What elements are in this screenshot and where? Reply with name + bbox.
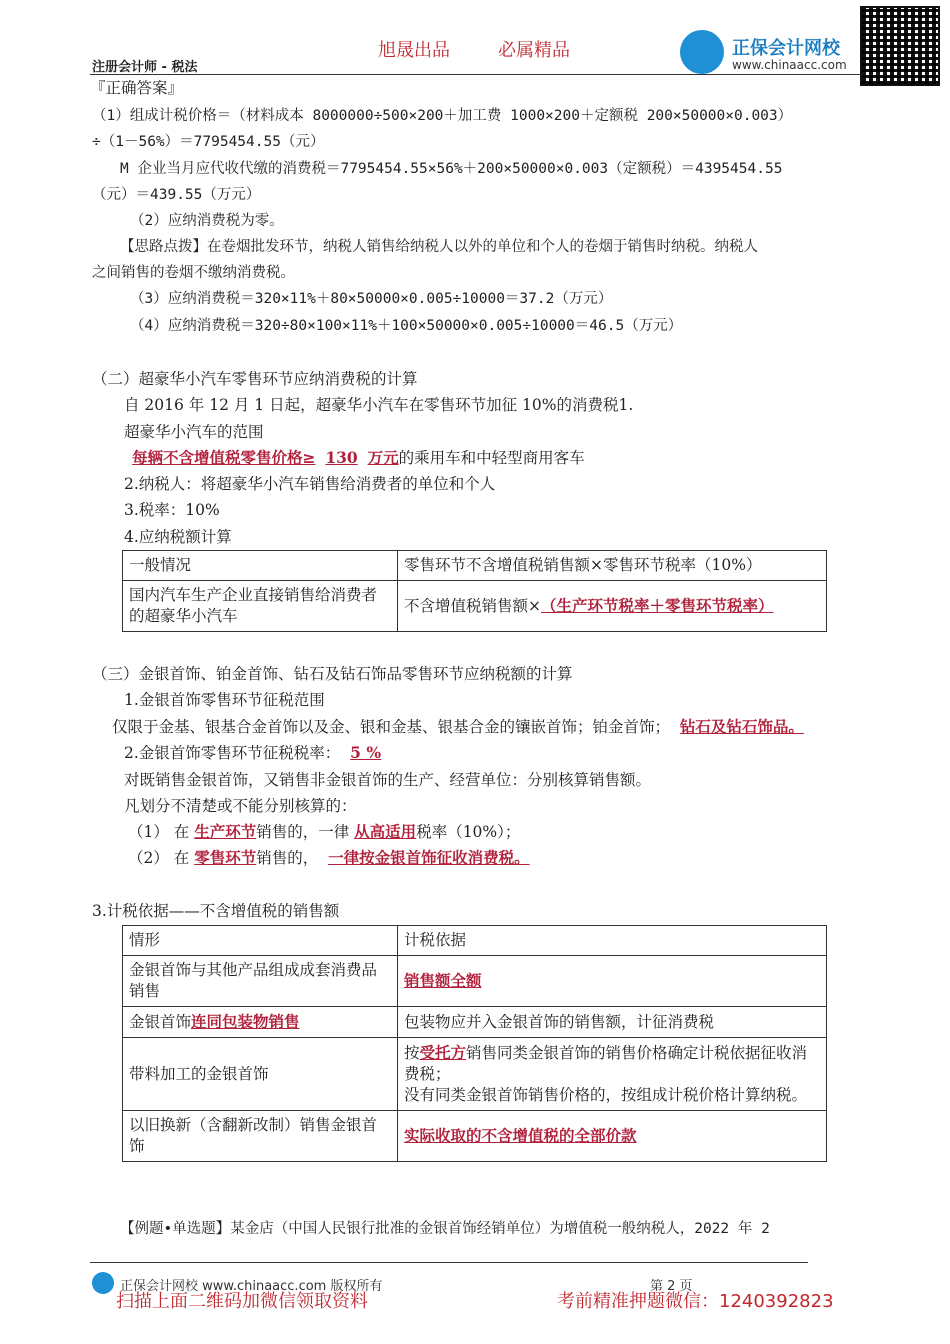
answer-line: ÷（1－56%）＝7795454.55（元） [92,134,325,150]
table-cell: 零售环节不含增值税销售额×零售环节税率（10%） [398,551,827,581]
header-slogan-right: 必属精品 [498,40,570,61]
cell-text: 金银首饰 [129,1013,192,1031]
paragraph-text: 销售的， [256,849,319,867]
course-title: 注册会计师 - 税法 [92,60,198,75]
paragraph: 4.应纳税额计算 [124,528,232,546]
page-number: 第 2 页 [650,1279,693,1294]
highlight: 万元 [367,448,399,467]
paragraph [128,822,520,842]
answer-line: 【思路点拨】在卷烟批发环节，纳税人销售给纳税人以外的单位和个人的卷烟于销售时纳税。纳税人 [120,239,758,255]
table-cell: 以旧换新（含翻新改制）销售金银首饰 [123,1111,398,1162]
header-slogan-left: 旭晟出品 [378,40,450,61]
highlight: 零售环节 [194,848,257,867]
paragraph: 凡划分不清楚或不能分别核算的： [124,797,357,815]
table-cell [123,1007,398,1038]
paragraph-text: 的乘用车和中轻型商用客车 [398,449,585,467]
footer-rule [90,1262,808,1263]
highlight: 生产环节 [194,822,257,841]
footer-brand: 正保会计网校 www.chinaacc.com 版权所有 [120,1279,383,1294]
paragraph: 超豪华小汽车的范围 [124,423,264,441]
table-row [123,926,827,956]
promo-right: 考前精准押题微信：1240392823 [557,1291,834,1312]
brand-url: www.chinaacc.com [732,58,847,72]
table-row [123,1038,827,1111]
highlight: （生产环节税率＋零售环节税率） [541,596,774,615]
answer-heading: 『正确答案』 [90,79,184,97]
highlight: 受托方 [419,1043,467,1062]
paragraph-text: 2.金银首饰零售环节征税税率： [124,744,341,762]
table-cell [398,581,827,632]
highlight: 一律按金银首饰征收消费税。 [328,848,530,867]
answer-line: （2）应纳消费税为零。 [130,213,284,229]
section-title: （二）超豪华小汽车零售环节应纳消费税的计算 [92,370,418,388]
section-title: （三）金银首饰、铂金首饰、钻石及钻石饰品零售环节应纳税额的计算 [92,665,573,683]
highlight: 130 [325,448,358,467]
footer-logo-icon [92,1272,114,1294]
qr-code-icon [860,6,940,86]
paragraph-text: （2） 在 [128,849,195,867]
table-cell [398,1038,827,1111]
highlight: 从高适用 [354,822,417,841]
paragraph [132,448,585,468]
cell-text: 销售同类金银首饰的销售价格确定计税依据征收消费税； [404,1044,808,1083]
paragraph: 自 2016 年 12 月 1 日起，超豪华小汽车在零售环节加征 10%的消费税1. [124,396,634,414]
highlight: 实际收取的不含增值税的全部价款 [404,1126,637,1145]
paragraph-text: （1） 在 [128,823,195,841]
table-row [123,1111,827,1162]
highlight: 销售额全额 [404,971,482,990]
table-cell: 国内汽车生产企业直接销售给消费者的超豪华小汽车 [123,581,398,632]
promo-left: 扫描上面二维码加微信领取资料 [116,1291,368,1312]
paragraph [128,848,530,868]
table-cell [398,1111,827,1162]
brand-name: 正保会计网校 [732,38,840,59]
paragraph [112,717,804,737]
cell-text: 没有同类金银首饰销售价格的，按组成计税价格计算纳税。 [404,1086,808,1104]
table-cell: 一般情况 [123,551,398,581]
answer-line: （4）应纳消费税＝320÷80×100×11%＋100×50000×0.005÷10000＝46.5（万元） [130,318,683,334]
highlight: 连同包装物销售 [191,1012,300,1031]
paragraph: 2.纳税人：将超豪华小汽车销售给消费者的单位和个人 [124,475,496,493]
table-row [123,551,827,581]
brand-logo [680,30,724,74]
paragraph: 对既销售金银首饰，又销售非金银首饰的生产、经营单位：分别核算销售额。 [124,771,652,789]
header-rule [90,74,860,75]
highlight: 5 % [350,743,382,762]
answer-line: 之间销售的卷烟不缴纳消费税。 [92,265,295,281]
logo-icon [680,30,724,74]
tax-basis-table [122,925,827,1162]
paragraph: 3.税率：10% [124,501,220,519]
paragraph-text: 仅限于金基、银基合金首饰以及金、银和金基、银基合金的镶嵌首饰；铂金首饰； [112,718,671,736]
example-question: 【例题•单选题】某金店（中国人民银行批准的金银首饰经销单位）为增值税一般纳税人，2022 年 2 [120,1221,770,1237]
paragraph [124,743,381,763]
section-title: 3.计税依据——不含增值税的销售额 [92,902,340,920]
table-row [123,581,827,632]
table-header: 情形 [123,926,398,956]
table-header: 计税依据 [398,926,827,956]
answer-line: （元）＝439.55（万元） [92,187,261,203]
table-cell: 包装物应并入金银首饰的销售额，计征消费税 [398,1007,827,1038]
cell-text: 按 [404,1044,420,1062]
paragraph-text: 税率（10%）； [416,823,521,841]
paragraph: 1.金银首饰零售环节征税范围 [124,691,325,709]
answer-line: （1）组成计税价格＝（材料成本 8000000÷500×200＋加工费 1000×200＋定额税 200×50000×0.003） [92,108,793,124]
cell-text: 不含增值税销售额× [404,597,541,615]
table-cell: 金银首饰与其他产品组成成套消费品销售 [123,956,398,1007]
table-row [123,956,827,1007]
table-cell: 带料加工的金银首饰 [123,1038,398,1111]
answer-line: （3）应纳消费税＝320×11%＋80×50000×0.005÷10000＝37.2（万元） [130,291,613,307]
highlight: 钻石及钻石饰品。 [679,717,804,736]
paragraph-text: 销售的，一律 [256,823,355,841]
table-row [123,1007,827,1038]
car-tax-table [122,550,827,632]
highlight: 每辆不含增值税零售价格≥ [132,448,316,467]
answer-line: M 企业当月应代收代缴的消费税＝7795454.55×56%＋200×50000×0.003（定额税）＝4395454.55 [120,161,783,177]
table-cell [398,956,827,1007]
